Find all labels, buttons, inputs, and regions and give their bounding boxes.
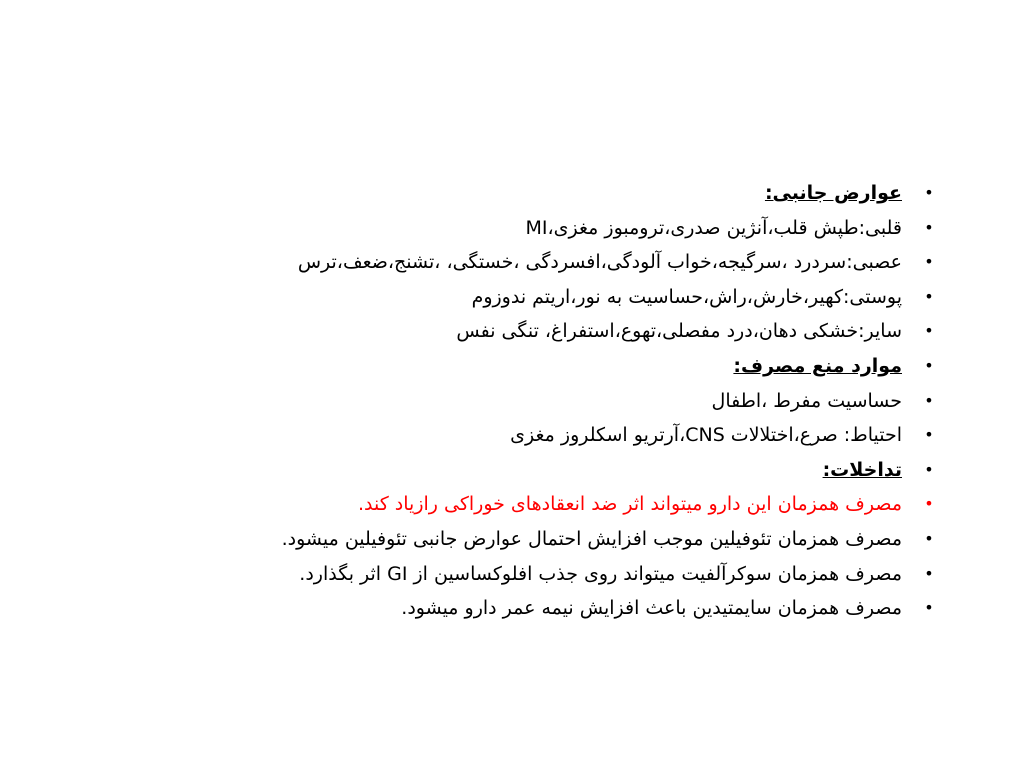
bullet-text: سایر:خشکی دهان،درد مفصلی،تهوع،استفراغ، تنگی نفس: [456, 320, 902, 343]
bullet-icon: •: [924, 252, 934, 272]
bullet-icon: •: [924, 563, 934, 583]
bullet-text: تداخلات:: [822, 458, 902, 481]
bullet-text: مصرف همزمان این دارو میتواند اثر ضد انعقادهای خوراکی رازیاد کند.: [357, 493, 902, 516]
bullet-item-other: [176, 314, 936, 349]
bullet-icon: •: [924, 528, 934, 548]
bullet-item-neuro: [176, 245, 936, 280]
bullet-item-side-effects-heading: [176, 176, 936, 211]
bullet-icon: •: [924, 286, 934, 306]
bullet-text: مصرف همزمان سایمتیدین باعث افزایش نیمه عمر دارو میشود.: [401, 597, 902, 620]
bullet-item-hypersensitivity: [176, 384, 936, 419]
bullet-text: پوستی:کهیر،خارش،راش،حساسیت به نور،اریتم ندوزوم: [471, 285, 902, 308]
bullet-text: مصرف همزمان سوکرآلفیت میتواند روی جذب افلوکساسین از GI اثر بگذارد.: [299, 562, 902, 585]
bullet-text: احتیاط: صرع،اختلالات CNS،آرتریو اسکلروز مغزی: [510, 424, 902, 447]
bullet-icon: •: [924, 425, 934, 445]
bullet-icon: •: [924, 598, 934, 618]
bullet-item-interactions-heading: [176, 453, 936, 488]
bullet-text: عوارض جانبی:: [764, 182, 902, 204]
bullet-text: حساسیت مفرط ،اطفال: [711, 389, 902, 412]
bullet-icon: •: [924, 321, 934, 341]
bullet-text: مصرف همزمان تئوفیلین موجب افزایش احتمال عوارض جانبی تئوفیلین میشود.: [281, 527, 902, 550]
bullet-item-caution: [176, 418, 936, 453]
bullet-icon: •: [924, 390, 934, 410]
bullet-text: موارد منع مصرف:: [733, 354, 902, 377]
bullet-list: [176, 176, 936, 626]
bullet-icon: •: [924, 217, 934, 237]
bullet-icon: •: [924, 494, 934, 514]
bullet-icon: •: [924, 183, 934, 202]
bullet-item-contraindications-heading: [176, 349, 936, 384]
bullet-item-skin: [176, 280, 936, 315]
bullet-item-sucralfate-interaction: [176, 557, 936, 592]
bullet-icon: •: [924, 355, 934, 375]
bullet-text: قلبی:طپش قلب،آنژین صدری،ترومبوز مغزی،MI: [525, 216, 902, 239]
bullet-icon: •: [924, 459, 934, 479]
bullet-item-cardiac: [176, 211, 936, 246]
bullet-text: عصبی:سردرد ،سرگیجه،خواب آلودگی،افسردگی ،خستگی، ،تشنج،ضعف،ترس: [297, 251, 902, 274]
bullet-item-anticoagulant-interaction: [176, 487, 936, 522]
bullet-item-theophylline-interaction: [176, 522, 936, 557]
bullet-item-cimetidine-interaction: [176, 591, 936, 626]
